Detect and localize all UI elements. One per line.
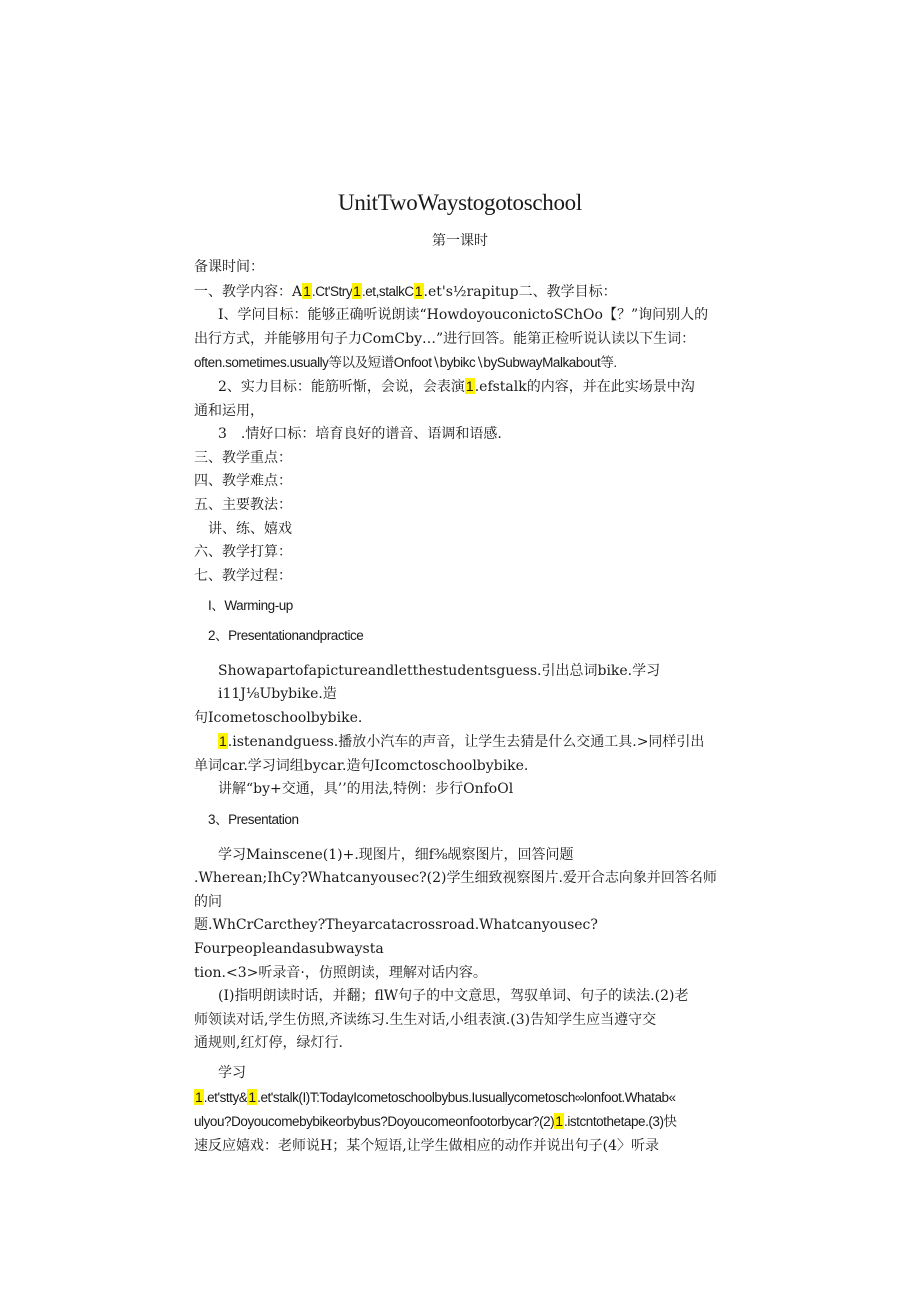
document-body	[194, 256, 732, 1158]
paragraph-lets-talk-line-3: 速反应嬉戏：老师说H；某个短语,让学生做相应的动作并说出句子(4〉听录	[194, 1137, 660, 1154]
section-methods: 五、主要教法：	[194, 496, 292, 513]
paragraph-bike-line-2: 句Icometoschoolbybike.	[194, 709, 363, 726]
paragraph-bike-line-1: Showapartofapictureandletthestudentsguess.引出总词bike.学习i11J⅛Ubybike.造	[218, 662, 661, 703]
knowledge-goal-line-2: 出行方式，并能够用句子力ComCby…”进行回答。能第正检听说认读以下生词：	[194, 330, 696, 347]
step-presentation: 3、Presentation	[208, 812, 299, 828]
highlight-mark: 1	[219, 733, 227, 750]
prep-time: 备课时间：	[194, 259, 264, 275]
highlight-mark: 1	[414, 282, 423, 299]
highlight-mark: 1	[248, 1088, 257, 1105]
methods-value: 讲、练、嬉戏	[208, 520, 292, 537]
section-difficulties: 四、教学难点：	[194, 473, 292, 490]
highlight-mark: 1	[555, 1113, 564, 1130]
section-plan: 六、教学打算：	[194, 544, 292, 561]
paragraph-mainscene-line-1: 学习Mainscene(1)+.现图片，细f⅜觇察图片，回答问题	[218, 846, 574, 863]
paragraph-mainscene-line-4: 题.WhCrCarcthey?Theyarcatacrossroad.Whatcanyousec?Fourpeopleandasubwaysta	[194, 917, 598, 958]
highlight-mark: 1	[353, 282, 361, 299]
lesson-subtitle: 第一课时	[432, 233, 488, 249]
document-title: UnitTwoWaystogotoschool	[338, 190, 582, 215]
paragraph-dialogue-line-1: (I)指明朗读时话，并翻；flW句子的中文意思，驾驭单词、句子的读法.(2)老	[218, 988, 689, 1005]
paragraph-car-line-1: 1.istenandguess.播放小汽车的声音，让学生去猜是什么交通工具.>同样引出	[219, 733, 705, 751]
paragraph-mainscene-line-2: .Wherean;IhCy?Whatcanyousec?(2)学生细致视察图片.爱开合志向象并回答名师	[194, 870, 717, 887]
paragraph-mainscene-line-3: 的问	[194, 893, 222, 910]
paragraph-dialogue-line-2: 师领读对话,学生仿照,齐读练习.生生对话,小组表演.(3)告知学生应当遵守交	[194, 1011, 657, 1028]
knowledge-goal-line-1: I、学问目标：能够正确听说朗读“HowdoyouconictoSChOo【？”询问别人的	[218, 307, 709, 324]
step-warming-up: I、Warming-up	[208, 598, 293, 614]
ability-goal-line-1: 2、实力目标：能筋听惭，会说，会表演1.efstalk的内容，并在此实场景中沟	[218, 377, 695, 395]
ability-goal-line-2: 通和运用，	[194, 402, 264, 419]
section-process: 七、教学过程：	[194, 567, 292, 584]
paragraph-dialogue-line-3: 通规则,红灯停，绿灯行.	[194, 1035, 343, 1052]
paragraph-study-label: 学习	[218, 1065, 246, 1081]
teaching-content-line: 一、教学内容：A1.Ct'Stry1.et,stalkC1.et's½rapitup二、教学目标：	[194, 282, 617, 300]
paragraph-lets-talk-line-1: 1.et'stty&1.et'stalk(I)T:TodayIcometoschoolbybus.Iusuallycometosch∞lonfoot.Whatab«	[195, 1088, 676, 1105]
paragraph-lets-talk-line-2: ulyou?Doyoucomebybikeorbybus?Doyoucomeonfootorbycar?(2)1.istcntothetape.(3)快	[194, 1113, 677, 1130]
highlight-mark: 1	[465, 377, 474, 394]
paragraph-car-line-2: 单词car.学习词组bycar.造句Icomctoschoolbybike.	[194, 757, 529, 774]
step-presentation-practice: 2、Presentationandpractice	[208, 627, 364, 643]
paragraph-mainscene-line-5: tion.<3>听录音·，仿照朗读，理解对话内容。	[194, 964, 487, 981]
highlight-mark: 1	[195, 1088, 203, 1105]
emotion-goal: 3 .情好口标：培育良好的谱音、语调和语感.	[218, 426, 502, 443]
knowledge-goal-line-3: often.sometimes.usually等以及短谱Onfoot∖bybikc∖bySubwayMalkabout等.	[194, 355, 617, 371]
paragraph-by-usage: 讲解“by+交通，具’’的用法,特例：步行OnfoOl	[218, 781, 514, 798]
highlight-mark: 1	[303, 282, 311, 299]
section-key-points: 三、教学重点：	[194, 449, 292, 466]
